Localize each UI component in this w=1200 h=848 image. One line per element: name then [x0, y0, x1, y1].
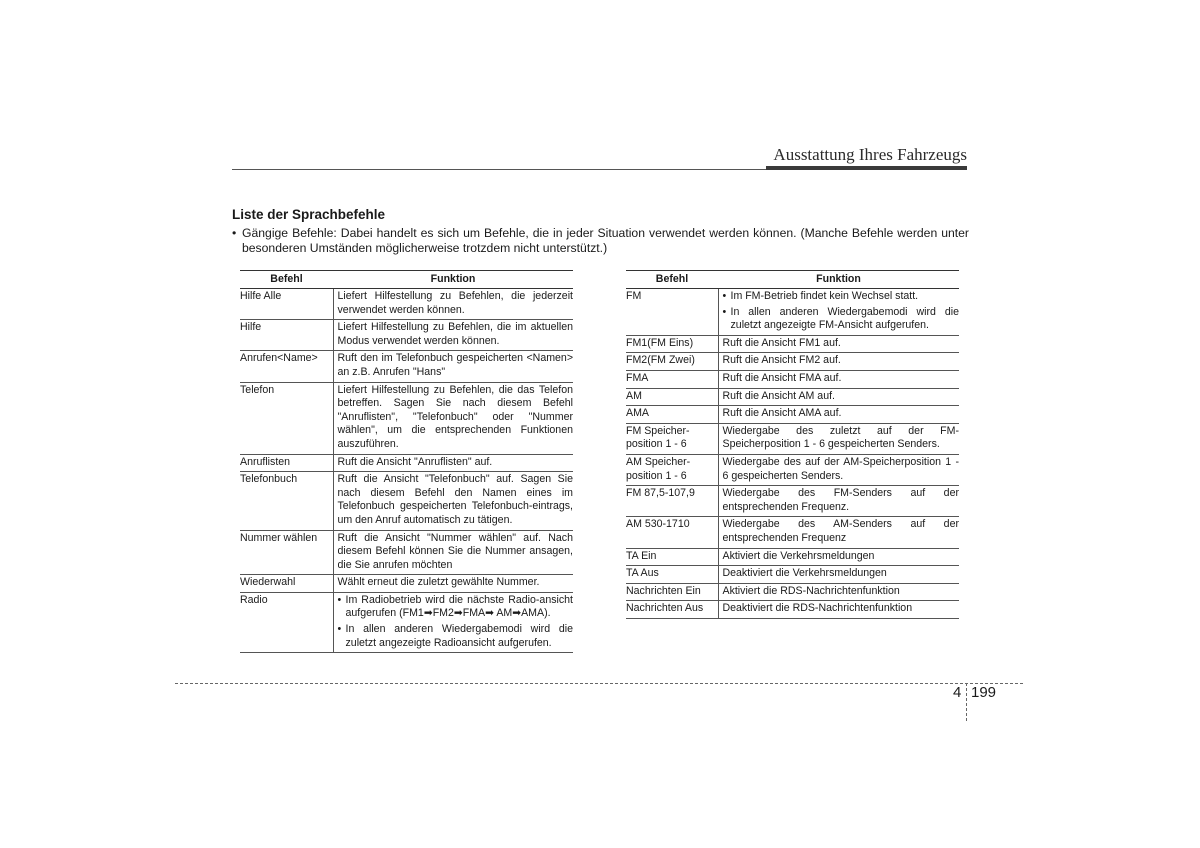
table-row — [626, 370, 959, 388]
table-row — [626, 353, 959, 371]
command-cell: Radio — [240, 592, 333, 652]
function-text: Ruft die Ansicht AM auf. — [722, 389, 835, 402]
function-cell — [718, 335, 959, 353]
column-header-befehl: Befehl — [240, 271, 333, 289]
function-text: Liefert Hilfestellung zu Befehlen, die das Telefon betreffen. Sagen Sie nach diesem Befehl "Anruflisten", "Telefonbuch" oder "Nummer wählen", um die entsprechenden Funktionen auszuführen. — [337, 383, 573, 450]
table-row — [626, 486, 959, 517]
table-row — [240, 454, 573, 472]
function-cell — [718, 583, 959, 601]
running-header-title: Ausstattung Ihres Fahrzeugs — [773, 145, 967, 164]
function-cell — [718, 370, 959, 388]
function-text: Wiedergabe des AM-Senders auf der entsprechenden Frequenz — [722, 518, 959, 544]
function-text: Ruft die Ansicht FM2 auf. — [722, 354, 841, 367]
command-cell: Wiederwahl — [240, 575, 333, 593]
function-cell — [718, 406, 959, 424]
command-cell: Hilfe Alle — [240, 289, 333, 320]
table-row — [240, 530, 573, 575]
table-row — [626, 406, 959, 424]
function-cell — [718, 353, 959, 371]
function-bullet-item: • Im Radiobetrieb wird die nächste Radio-ansicht aufgerufen (FM1➡FM2➡FMA➡ AM➡AMA). — [338, 594, 574, 621]
column-header-befehl: Befehl — [626, 271, 718, 289]
command-cell: FM 87,5-107,9 — [626, 486, 718, 517]
command-cell: AM 530-1710 — [626, 517, 718, 548]
function-text: Aktiviert die Verkehrsmeldungen — [722, 549, 875, 562]
command-cell: FM2(FM Zwei) — [626, 353, 718, 371]
function-bullet-item: • Im FM-Betrieb findet kein Wechsel statt. — [723, 290, 960, 304]
function-text: Ruft die Ansicht "Anruflisten" auf. — [337, 455, 493, 468]
table-header-row — [626, 271, 959, 289]
footer-rule — [175, 683, 1023, 684]
page-number: 199 — [971, 684, 997, 701]
command-cell: Nachrichten Ein — [626, 583, 718, 601]
intro-text: Gängige Befehle: Dabei handelt es sich um Befehle, die in jeder Situation verwendet werden können. (Manche Befehle werden unter besonderen Umständen möglicherweise trotzdem nicht unterstützt.) — [242, 226, 969, 255]
command-cell: AM Speicher-position 1 - 6 — [626, 454, 718, 485]
table-row — [240, 320, 573, 351]
function-text: Liefert Hilfestellung zu Befehlen, die jederzeit verwendet werden können. — [337, 290, 573, 316]
page-number-divider — [966, 683, 967, 721]
function-cell — [333, 289, 573, 320]
column-header-funktion: Funktion — [333, 271, 573, 289]
function-cell — [333, 472, 573, 530]
function-bullet-item: • In allen anderen Wiedergabemodi wird die zuletzt angezeigte FM-Ansicht aufgerufen. — [723, 306, 960, 333]
table-row — [240, 351, 573, 382]
function-cell — [718, 548, 959, 566]
command-cell: Nachrichten Aus — [626, 601, 718, 619]
header-rule-accent — [766, 166, 967, 170]
function-text: Wiedergabe des auf der AM-Speicherposition 1 - 6 gespeicherten Senders. — [722, 455, 959, 482]
commands-table-right — [626, 270, 959, 619]
table-row — [626, 601, 959, 619]
function-text: Ruft die Ansicht "Telefonbuch" auf. Sagen Sie nach diesem Befehl den Namen eines im Telefonbuch gespeicherten Telefonbuch-eintrags, um den Anruf automatisch zu tätigen. — [337, 473, 573, 526]
function-cell — [333, 320, 573, 351]
table-row — [626, 583, 959, 601]
function-cell — [333, 530, 573, 575]
function-cell — [718, 289, 959, 336]
function-cell — [718, 601, 959, 619]
intro-paragraph — [232, 226, 969, 256]
function-text: Liefert Hilfestellung zu Befehlen, die im aktuellen Modus verwendet werden können. — [337, 321, 573, 347]
function-text: Wählt erneut die zuletzt gewählte Nummer. — [337, 576, 540, 589]
table-row — [240, 575, 573, 593]
table-header-row — [240, 271, 573, 289]
command-cell: TA Ein — [626, 548, 718, 566]
function-text: Ruft die Ansicht FMA auf. — [722, 371, 842, 384]
command-cell: FM Speicher-position 1 - 6 — [626, 423, 718, 454]
table-row — [626, 423, 959, 454]
command-cell: TA Aus — [626, 566, 718, 584]
function-cell — [718, 423, 959, 454]
function-cell — [333, 351, 573, 382]
function-text: Wiedergabe des FM-Senders auf der entsprechenden Frequenz. — [722, 487, 959, 513]
command-cell: AM — [626, 388, 718, 406]
table-row — [626, 289, 959, 336]
command-cell: Anruflisten — [240, 454, 333, 472]
section-title: Liste der Sprachbefehle — [232, 207, 386, 222]
table-row — [626, 566, 959, 584]
command-cell: Telefonbuch — [240, 472, 333, 530]
commands-table-left — [240, 270, 573, 653]
function-cell — [333, 575, 573, 593]
table-row — [626, 517, 959, 548]
command-cell: Telefon — [240, 382, 333, 454]
table-row — [626, 388, 959, 406]
function-text: Wiedergabe des zuletzt auf der FM-Speicherposition 1 - 6 gespeicherten Senders. — [722, 424, 959, 451]
command-cell: AMA — [626, 406, 718, 424]
table-row — [240, 472, 573, 530]
command-cell: FM — [626, 289, 718, 336]
intro-bullet: • — [232, 226, 237, 240]
function-text: Ruft die Ansicht FM1 auf. — [722, 336, 841, 349]
command-cell: FMA — [626, 370, 718, 388]
function-text: Deaktiviert die Verkehrsmeldungen — [722, 567, 887, 580]
function-cell — [333, 454, 573, 472]
function-cell — [718, 486, 959, 517]
table-row — [626, 454, 959, 485]
column-header-funktion: Funktion — [718, 271, 959, 289]
function-text: Aktiviert die RDS-Nachrichtenfunktion — [722, 584, 900, 597]
chapter-number: 4 — [953, 684, 962, 701]
function-cell — [333, 382, 573, 454]
function-cell — [333, 592, 573, 652]
table-row — [240, 382, 573, 454]
table-row — [240, 289, 573, 320]
function-cell — [718, 517, 959, 548]
table-row — [240, 592, 573, 652]
function-text: Ruft die Ansicht AMA auf. — [722, 407, 842, 420]
function-text: Deaktiviert die RDS-Nachrichtenfunktion — [722, 602, 913, 615]
function-cell — [718, 454, 959, 485]
command-cell: FM1(FM Eins) — [626, 335, 718, 353]
function-text: Ruft die Ansicht "Nummer wählen" auf. Nach diesem Befehl können Sie die Nummer ansagen, die Sie anrufen möchten — [337, 531, 573, 571]
command-cell: Hilfe — [240, 320, 333, 351]
table-row — [626, 335, 959, 353]
function-cell — [718, 388, 959, 406]
function-text: Ruft den im Telefonbuch gespeicherten <Namen> an z.B. Anrufen "Hans" — [337, 352, 573, 378]
function-cell — [718, 566, 959, 584]
command-cell: Anrufen<Name> — [240, 351, 333, 382]
function-bullet-item: • In allen anderen Wiedergabemodi wird die zuletzt angezeigte Radioansicht aufgerufen. — [338, 623, 574, 650]
command-cell: Nummer wählen — [240, 530, 333, 575]
table-row — [626, 548, 959, 566]
